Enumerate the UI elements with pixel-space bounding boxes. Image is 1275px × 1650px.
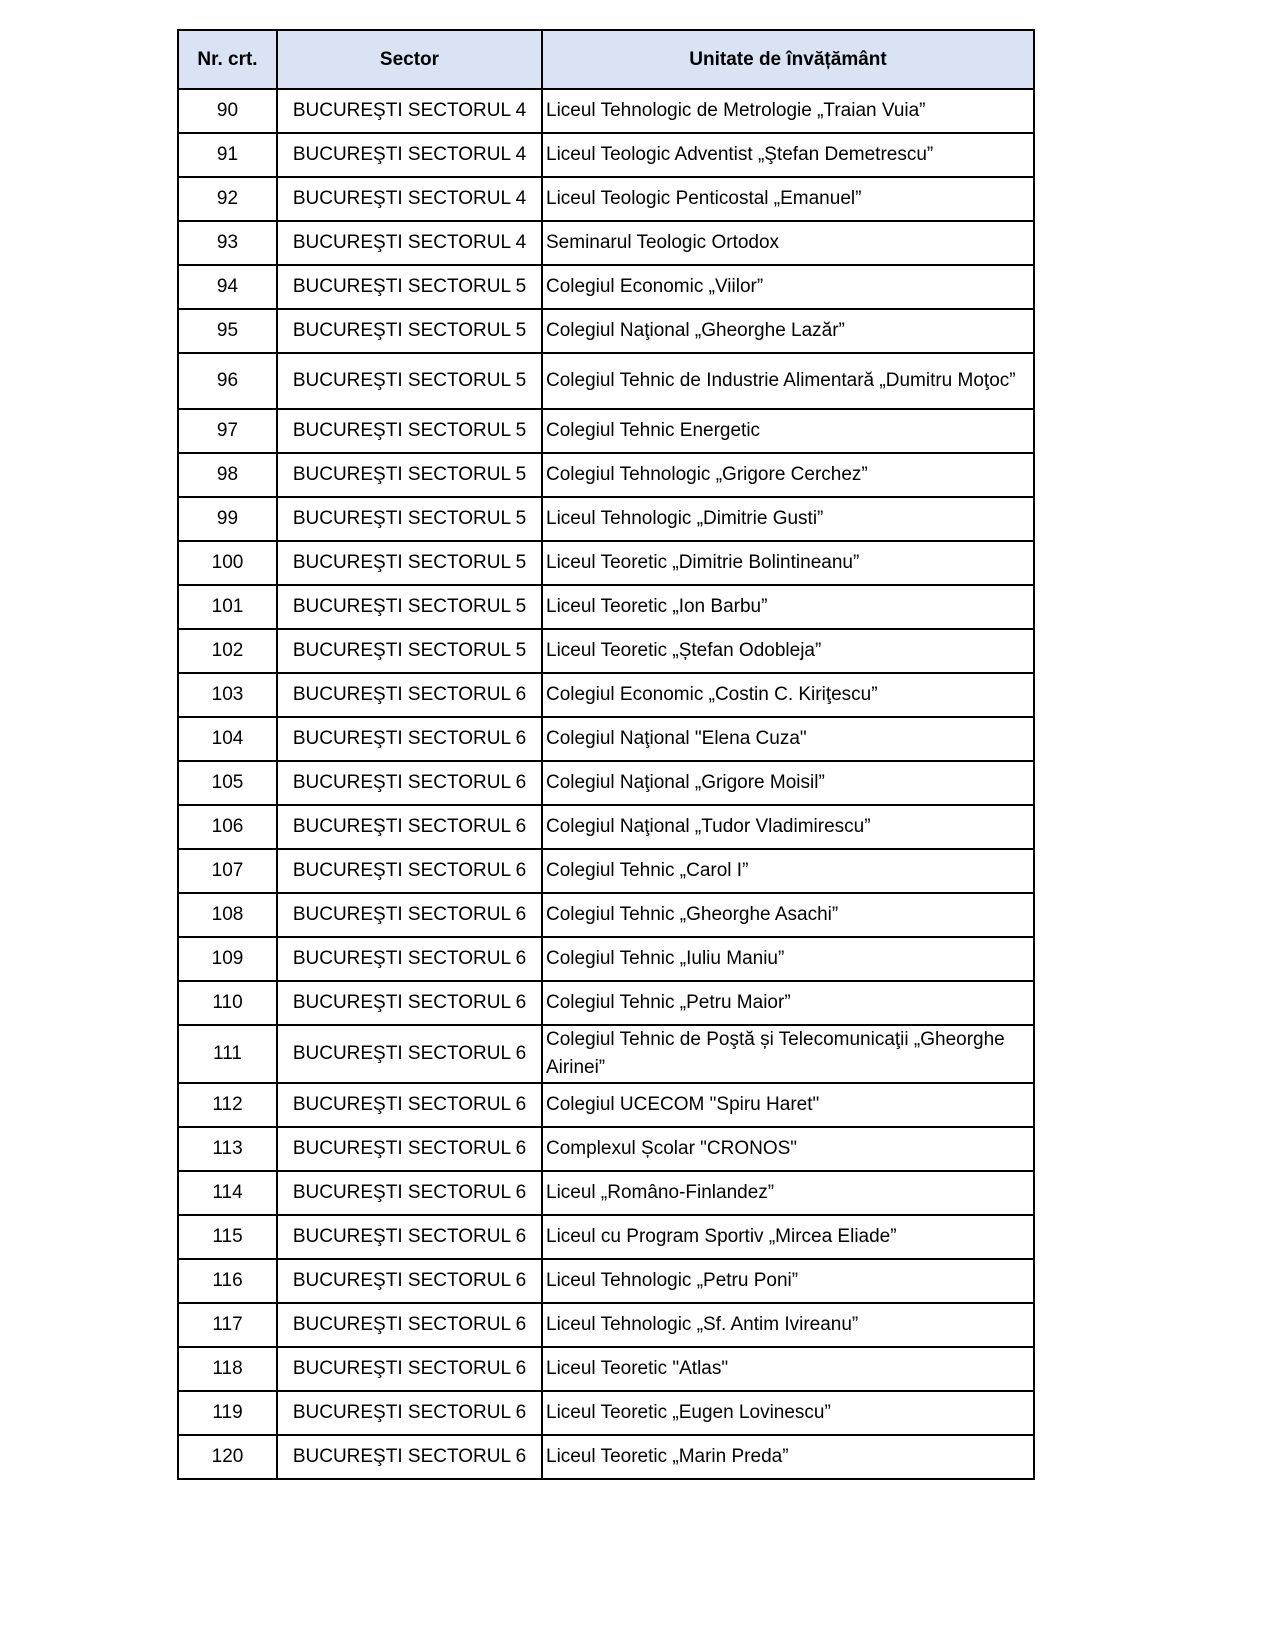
row-sector: BUCUREŞTI SECTORUL 5 [277,353,542,409]
table-row [178,353,1034,409]
row-sector: BUCUREŞTI SECTORUL 5 [277,585,542,629]
table-row [178,89,1034,133]
table-row [178,849,1034,893]
row-school-name: Colegiul Naţional "Elena Cuza" [542,717,1034,761]
row-school-name: Liceul Tehnologic de Metrologie „Traian Vuia” [542,89,1034,133]
row-school-name: Colegiul Tehnic „Carol I” [542,849,1034,893]
row-sector: BUCUREŞTI SECTORUL 5 [277,629,542,673]
row-number: 96 [178,353,277,409]
row-school-name: Liceul Teoretic „Ion Barbu” [542,585,1034,629]
row-sector: BUCUREŞTI SECTORUL 5 [277,309,542,353]
row-number: 95 [178,309,277,353]
row-number: 107 [178,849,277,893]
table-row [178,497,1034,541]
row-number: 94 [178,265,277,309]
table-row [178,1435,1034,1479]
row-sector: BUCUREŞTI SECTORUL 6 [277,717,542,761]
row-sector: BUCUREŞTI SECTORUL 5 [277,409,542,453]
row-number: 106 [178,805,277,849]
row-sector: BUCUREŞTI SECTORUL 5 [277,497,542,541]
row-sector: BUCUREŞTI SECTORUL 6 [277,937,542,981]
table-row [178,453,1034,497]
table-row [178,1171,1034,1215]
row-sector: BUCUREŞTI SECTORUL 6 [277,1391,542,1435]
table-row [178,1127,1034,1171]
table-row [178,1025,1034,1083]
row-school-name: Colegiul UCECOM "Spiru Haret" [542,1083,1034,1127]
table-body [178,89,1034,1479]
table-row [178,133,1034,177]
row-number: 93 [178,221,277,265]
table-row [178,541,1034,585]
row-school-name: Colegiul Tehnic de Industrie Alimentară „Dumitru Moţoc” [542,353,1034,409]
table-row [178,265,1034,309]
row-sector: BUCUREŞTI SECTORUL 4 [277,177,542,221]
row-number: 113 [178,1127,277,1171]
row-number: 104 [178,717,277,761]
row-sector: BUCUREŞTI SECTORUL 6 [277,893,542,937]
row-sector: BUCUREŞTI SECTORUL 6 [277,1435,542,1479]
row-sector: BUCUREŞTI SECTORUL 6 [277,1171,542,1215]
row-sector: BUCUREŞTI SECTORUL 6 [277,1083,542,1127]
row-school-name: Colegiul Naţional „Tudor Vladimirescu” [542,805,1034,849]
table-header-row [178,30,1034,89]
table-row [178,1303,1034,1347]
row-school-name: Liceul „Româno-Finlandez” [542,1171,1034,1215]
row-school-name: Liceul Teoretic „Eugen Lovinescu” [542,1391,1034,1435]
row-school-name: Liceul Teoretic „Dimitrie Bolintineanu” [542,541,1034,585]
header-unitate: Unitate de învățământ [542,30,1034,89]
row-school-name: Colegiul Tehnologic „Grigore Cerchez” [542,453,1034,497]
row-school-name: Liceul Teoretic „Ștefan Odobleja” [542,629,1034,673]
row-number: 116 [178,1259,277,1303]
row-number: 114 [178,1171,277,1215]
table-row [178,805,1034,849]
row-sector: BUCUREŞTI SECTORUL 6 [277,1259,542,1303]
row-number: 112 [178,1083,277,1127]
row-school-name: Colegiul Naţional „Gheorghe Lazăr” [542,309,1034,353]
row-number: 109 [178,937,277,981]
row-number: 118 [178,1347,277,1391]
row-number: 101 [178,585,277,629]
row-number: 100 [178,541,277,585]
row-number: 97 [178,409,277,453]
row-school-name: Liceul Teologic Adventist „Ştefan Demetrescu” [542,133,1034,177]
row-sector: BUCUREŞTI SECTORUL 6 [277,673,542,717]
schools-table [177,29,1035,1480]
row-number: 99 [178,497,277,541]
row-school-name: Liceul Tehnologic „Dimitrie Gusti” [542,497,1034,541]
row-sector: BUCUREŞTI SECTORUL 6 [277,849,542,893]
row-school-name: Liceul Tehnologic „Petru Poni” [542,1259,1034,1303]
row-sector: BUCUREŞTI SECTORUL 6 [277,1347,542,1391]
row-sector: BUCUREŞTI SECTORUL 6 [277,981,542,1025]
row-sector: BUCUREŞTI SECTORUL 5 [277,265,542,309]
row-school-name: Liceul cu Program Sportiv „Mircea Eliade” [542,1215,1034,1259]
row-school-name: Liceul Teoretic „Marin Preda” [542,1435,1034,1479]
row-sector: BUCUREŞTI SECTORUL 6 [277,1215,542,1259]
table-row [178,893,1034,937]
table-row [178,673,1034,717]
row-school-name: Colegiul Tehnic „Gheorghe Asachi” [542,893,1034,937]
row-sector: BUCUREŞTI SECTORUL 4 [277,133,542,177]
table-row [178,937,1034,981]
row-number: 92 [178,177,277,221]
row-sector: BUCUREŞTI SECTORUL 4 [277,221,542,265]
row-number: 105 [178,761,277,805]
row-number: 108 [178,893,277,937]
row-school-name: Liceul Teoretic "Atlas" [542,1347,1034,1391]
table-row [178,309,1034,353]
row-school-name: Colegiul Economic „Costin C. Kiriţescu” [542,673,1034,717]
row-number: 98 [178,453,277,497]
row-number: 117 [178,1303,277,1347]
row-school-name: Colegiul Tehnic „Iuliu Maniu” [542,937,1034,981]
row-sector: BUCUREŞTI SECTORUL 5 [277,541,542,585]
row-sector: BUCUREŞTI SECTORUL 6 [277,805,542,849]
row-number: 91 [178,133,277,177]
row-school-name: Liceul Teologic Penticostal „Emanuel” [542,177,1034,221]
row-number: 90 [178,89,277,133]
row-number: 120 [178,1435,277,1479]
row-school-name: Seminarul Teologic Ortodox [542,221,1034,265]
row-number: 119 [178,1391,277,1435]
row-school-name: Complexul Școlar "CRONOS" [542,1127,1034,1171]
table-row [178,717,1034,761]
row-school-name: Liceul Tehnologic „Sf. Antim Ivireanu” [542,1303,1034,1347]
row-school-name: Colegiul Economic „Viilor” [542,265,1034,309]
table-row [178,1391,1034,1435]
table-row [178,1347,1034,1391]
row-number: 102 [178,629,277,673]
row-number: 103 [178,673,277,717]
table-row [178,409,1034,453]
table-row [178,1083,1034,1127]
table-row [178,585,1034,629]
table-row [178,1259,1034,1303]
row-sector: BUCUREŞTI SECTORUL 6 [277,1303,542,1347]
table-row [178,981,1034,1025]
row-sector: BUCUREŞTI SECTORUL 5 [277,453,542,497]
row-number: 111 [178,1025,277,1083]
table-row [178,177,1034,221]
table-row [178,1215,1034,1259]
row-number: 110 [178,981,277,1025]
row-sector: BUCUREŞTI SECTORUL 6 [277,761,542,805]
header-nr-crt: Nr. crt. [178,30,277,89]
row-sector: BUCUREŞTI SECTORUL 6 [277,1127,542,1171]
row-sector: BUCUREŞTI SECTORUL 6 [277,1025,542,1083]
table-row [178,221,1034,265]
row-school-name: Colegiul Naţional „Grigore Moisil” [542,761,1034,805]
row-school-name: Colegiul Tehnic de Poştă și Telecomunicaţii „Gheorghe Airinei” [542,1025,1034,1083]
table-row [178,761,1034,805]
row-sector: BUCUREŞTI SECTORUL 4 [277,89,542,133]
header-sector: Sector [277,30,542,89]
row-school-name: Colegiul Tehnic „Petru Maior” [542,981,1034,1025]
row-school-name: Colegiul Tehnic Energetic [542,409,1034,453]
table-row [178,629,1034,673]
row-number: 115 [178,1215,277,1259]
